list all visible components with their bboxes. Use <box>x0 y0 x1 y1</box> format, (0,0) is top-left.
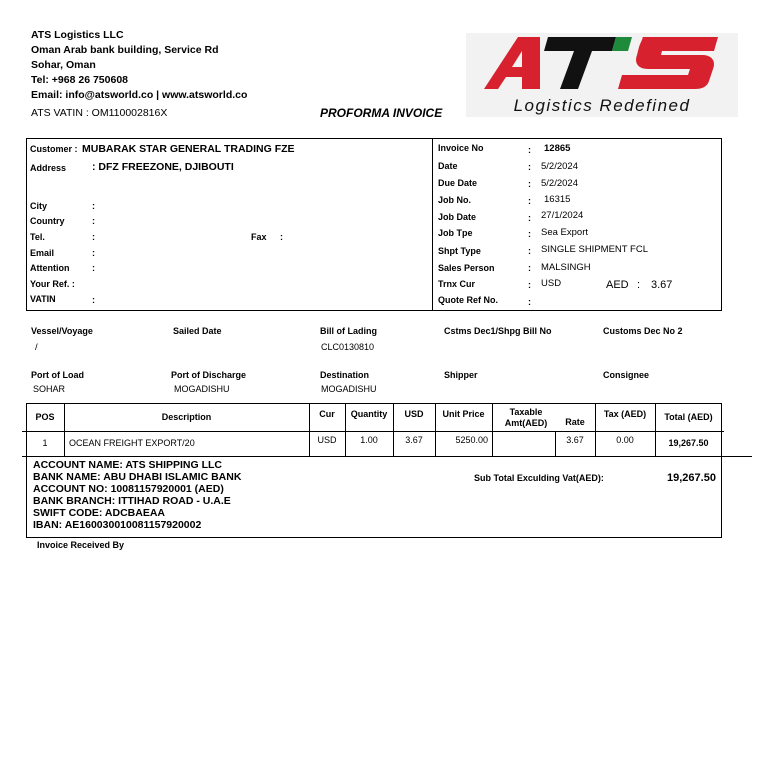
col-header-description: Description <box>161 412 212 422</box>
shpt-type-colon: : <box>528 246 531 256</box>
tel-colon: : <box>92 232 95 242</box>
tel-label: Tel. <box>30 232 45 242</box>
col-header-usd: USD <box>404 408 424 419</box>
ats-logo <box>466 33 738 117</box>
sales-person-colon: : <box>528 263 531 273</box>
shipper-label: Shipper <box>444 370 478 380</box>
table-cell-description: OCEAN FREIGHT EXPORT/20 <box>69 437 195 448</box>
customs-dec-2-label: Customs Dec No 2 <box>603 326 683 336</box>
port-of-discharge-value: MOGADISHU <box>174 384 230 394</box>
destination-label: Destination <box>320 370 370 380</box>
shpt-type-value: SINGLE SHIPMENT FCL <box>541 244 648 255</box>
job-date-value: 27/1/2024 <box>541 210 584 221</box>
trnx-cur-value: USD <box>541 278 562 289</box>
port-of-load-label: Port of Load <box>31 370 84 380</box>
job-type-colon: : <box>528 229 531 239</box>
table-cell-pos: 1 <box>42 437 48 448</box>
bank-name: BANK NAME: ABU DHABI ISLAMIC BANK <box>33 471 242 483</box>
customer-box-divider <box>432 138 433 311</box>
table-cell-unit-price: 5250.00 <box>455 434 488 445</box>
col-header-quantity: Quantity <box>350 408 388 419</box>
table-cell-taxable-amt <box>492 432 555 448</box>
quote-ref-colon: : <box>528 297 531 307</box>
bank-account-no: ACCOUNT NO: 10081157920001 (AED) <box>33 483 224 495</box>
invoice-no-label: Invoice No <box>438 143 484 153</box>
col-header-unit-price: Unit Price <box>442 408 485 419</box>
country-label: Country <box>30 216 65 226</box>
exchange-rate: 3.67 <box>651 279 673 291</box>
due-date-value: 5/2/2024 <box>541 178 578 189</box>
job-date-colon: : <box>528 213 531 223</box>
customer-name: MUBARAK STAR GENERAL TRADING FZE <box>82 143 295 155</box>
company-address-1: Oman Arab bank building, Service Rd <box>31 44 219 56</box>
shpt-type-label: Shpt Type <box>438 246 481 256</box>
subtotal-value: 19,267.50 <box>667 472 716 484</box>
sales-person-value: MALSINGH <box>541 262 591 273</box>
consignee-label: Consignee <box>603 370 650 380</box>
vessel-value: / <box>35 342 38 353</box>
job-no-label: Job No. <box>438 195 471 205</box>
bol-value: CLC0130810 <box>321 342 375 352</box>
quote-ref-label: Quote Ref No. <box>438 295 498 305</box>
cstms-dec-label: Cstms Dec1/Shpg Bill No <box>444 326 552 336</box>
address-value: : DFZ FREEZONE, DJIBOUTI <box>92 161 234 173</box>
table-cell-tax: 0.00 <box>616 434 634 445</box>
col-divider <box>492 403 493 456</box>
col-header-pos: POS <box>35 412 55 422</box>
col-header-cur: Cur <box>319 408 335 419</box>
bank-branch: BANK BRANCH: ITTIHAD ROAD - U.A.E <box>33 495 231 507</box>
port-of-discharge-label: Port of Discharge <box>171 370 247 380</box>
document-title: PROFORMA INVOICE <box>320 106 443 120</box>
attention-label: Attention <box>30 263 70 273</box>
bol-label: Bill of Lading <box>320 326 377 336</box>
date-colon: : <box>528 162 531 172</box>
due-date-label: Due Date <box>438 178 478 188</box>
exchange-currency: AED <box>606 279 629 291</box>
exchange-sep: : <box>637 279 641 291</box>
job-date-label: Job Date <box>438 212 477 222</box>
bank-account-name: ACCOUNT NAME: ATS SHIPPING LLC <box>33 459 222 471</box>
sailed-date-label: Sailed Date <box>173 326 222 336</box>
col-header-rate: Rate <box>565 417 585 427</box>
table-cell-rate: 3.67 <box>566 434 584 445</box>
job-type-label: Job Tpe <box>438 228 473 238</box>
email-label: Email <box>30 248 55 258</box>
company-vatin: ATS VATIN : OM110002816X <box>31 107 168 119</box>
job-type-value: Sea Export <box>541 227 588 238</box>
city-colon: : <box>92 201 95 211</box>
subtotal-label: Sub Total Exculding Vat(AED): <box>474 473 604 483</box>
bank-swift: SWIFT CODE: ADCBAEAA <box>33 507 166 519</box>
bank-details <box>33 459 241 531</box>
bank-iban: IBAN: AE160030010081157920002 <box>33 519 202 531</box>
fax-label: Fax <box>251 232 267 242</box>
due-date-colon: : <box>528 179 531 189</box>
company-tel: Tel: +968 26 750608 <box>31 74 129 86</box>
destination-value: MOGADISHU <box>321 384 377 394</box>
company-address-2: Sohar, Oman <box>31 59 96 71</box>
customer-label: Customer : <box>30 144 78 154</box>
city-label: City <box>30 201 48 211</box>
logo-tagline: Logistics Redefined <box>513 96 691 115</box>
vatin-colon: : <box>92 295 95 305</box>
trnx-cur-colon: : <box>528 280 531 290</box>
your-ref-label: Your Ref. : <box>30 279 75 289</box>
job-no-colon: : <box>528 196 531 206</box>
table-cell-usd: 3.67 <box>405 434 423 445</box>
attention-colon: : <box>92 263 95 273</box>
country-colon: : <box>92 216 95 226</box>
col-header-tax: Tax (AED) <box>603 408 647 419</box>
invoice-no-value: 12865 <box>544 143 571 154</box>
company-name: ATS Logistics LLC <box>31 29 124 41</box>
job-no-value: 16315 <box>544 194 571 205</box>
invoice-no-colon: : <box>528 145 531 155</box>
company-info <box>31 28 247 103</box>
table-cell-cur: USD <box>317 434 337 445</box>
table-cell-total: 19,267.50 <box>668 437 709 448</box>
col-header-taxable-amt: Taxable Amt(AED) <box>504 406 548 428</box>
date-label: Date <box>438 161 458 171</box>
table-cell-quantity: 1.00 <box>360 434 378 445</box>
invoice-received-by: Invoice Received By <box>37 540 125 550</box>
company-email: Email: info@atsworld.co | www.atsworld.co <box>31 89 248 101</box>
table-row-divider <box>22 456 752 457</box>
date-value: 5/2/2024 <box>541 161 578 172</box>
sales-person-label: Sales Person <box>438 263 495 273</box>
col-header-total: Total (AED) <box>664 412 713 422</box>
fax-colon: : <box>280 232 283 242</box>
ats-logo-mark <box>466 33 738 95</box>
email-colon: : <box>92 248 95 258</box>
vessel-label: Vessel/Voyage <box>31 326 93 336</box>
vatin-label: VATIN <box>30 294 56 304</box>
address-label: Address <box>30 163 67 173</box>
port-of-load-value: SOHAR <box>33 384 66 394</box>
trnx-cur-label: Trnx Cur <box>438 279 476 289</box>
